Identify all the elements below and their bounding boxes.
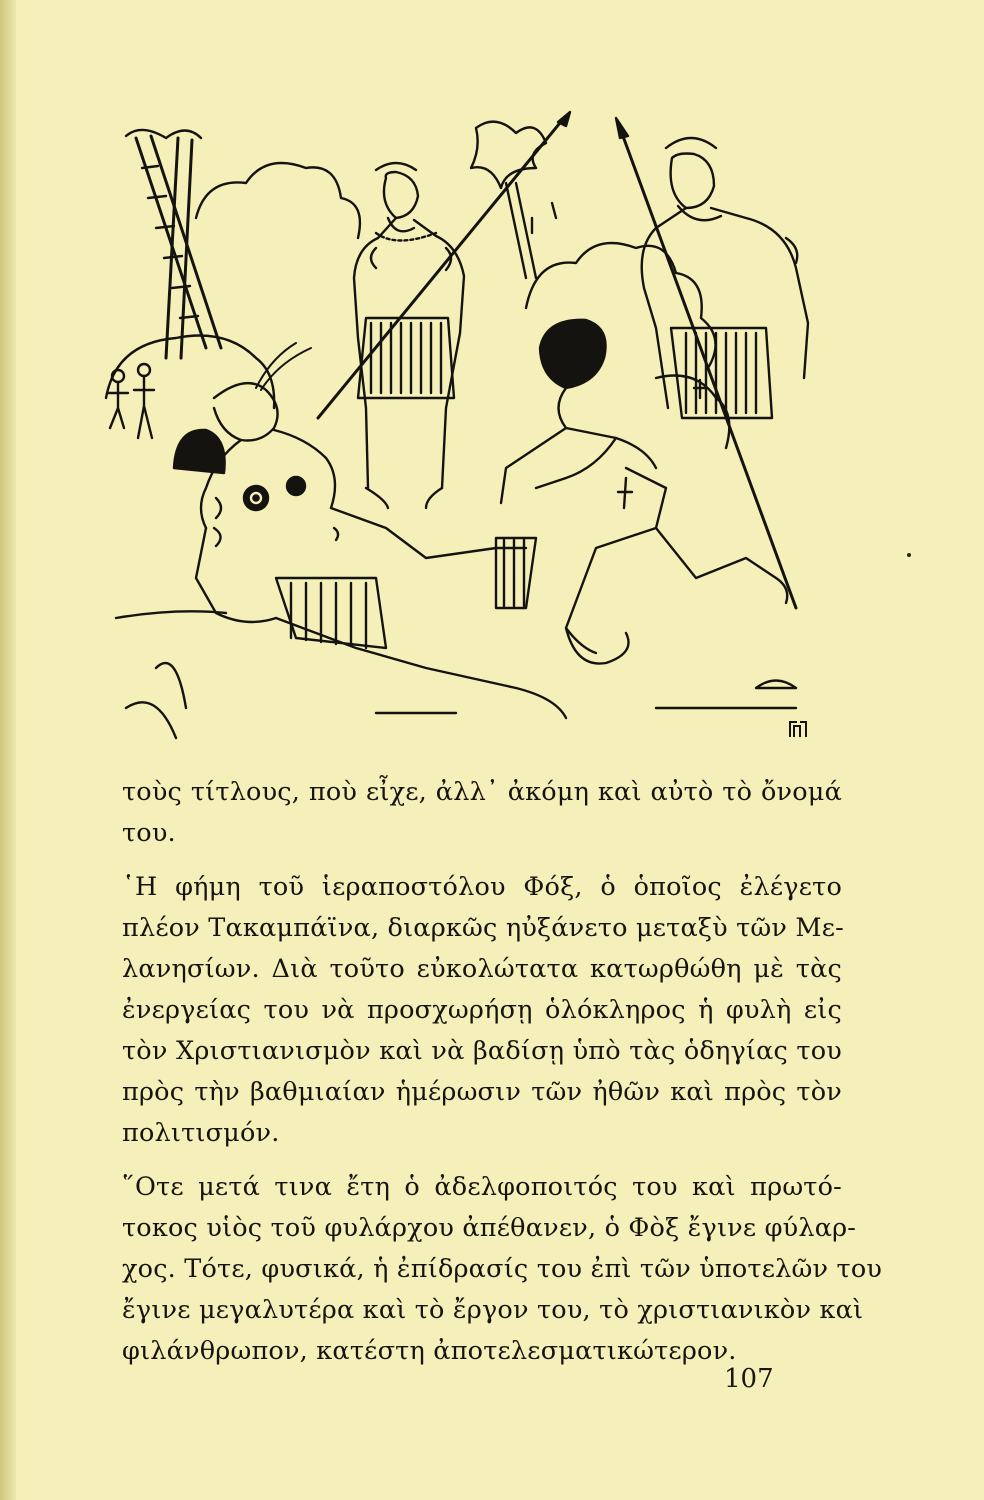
reclining-injured-warrior — [126, 343, 566, 738]
text-line: τοκος υἱὸς τοῦ φυλάρχου ἀπέθανεν, ὁ Φὸξ ἔγινε φύλαρ- — [122, 1213, 857, 1243]
paragraph — [122, 867, 842, 1154]
text-line: πρὸς τὴν βαθμιαίαν ἡμέρωσιν τῶν ἠθῶν καὶ πρὸς τὸν — [122, 1077, 842, 1107]
text-line: του. — [122, 818, 176, 848]
ink-speck — [907, 553, 911, 557]
artist-monogram — [788, 720, 808, 738]
page-number: 107 — [724, 1364, 774, 1394]
text-line: λανησίων. Διὰ τοῦτο εὐκολώτατα κατωρθώθη μὲ τὰς — [122, 954, 842, 984]
text-line: ῞Οτε μετά τινα ἔτη ὁ ἀδελφοποιτός του καὶ πρωτό- — [122, 1172, 842, 1202]
ground-line — [116, 611, 796, 713]
text-line: τοὺς τίτλους, ποὺ εἶχε, ἀλλ᾿ ἀκόμη καὶ αὐτὸ τὸ ὄνομά — [122, 777, 842, 807]
kneeling-missionary — [501, 320, 787, 664]
text-line: πλέον Τακαμπάϊνα, διαρκῶς ηὐξάνετο μεταξὺ τῶν Με- — [122, 913, 844, 943]
paragraph — [122, 772, 842, 854]
text-line: ῾Η φήμη τοῦ ἱεραποστόλου Φόξ, ὁ ὁποῖος ἐλέγετο — [122, 872, 842, 902]
page-binding-shadow — [0, 0, 16, 1500]
text-line: πολιτισμόν. — [122, 1118, 280, 1148]
text-line: φιλάνθρωπον, κατέστη ἀποτελεσματικώτερον. — [122, 1336, 737, 1366]
body-text — [122, 772, 883, 1372]
distant-villagers — [108, 364, 225, 473]
text-line: τὸν Χριστιανισμὸν καὶ νὰ βαδίσῃ ὑπὸ τὰς ὁδηγίας του — [122, 1036, 842, 1066]
ink-illustration — [96, 108, 836, 758]
text-line: χος. Τότε, φυσικά, ἡ ἐπίδρασίς του ἐπὶ τῶν ὑποτελῶν του — [122, 1254, 883, 1284]
standing-warrior-center — [318, 112, 570, 508]
paragraph — [122, 1167, 883, 1372]
text-line: ἐνεργείας του νὰ προσχωρήσῃ ὁλόκληρος ἡ φυλὴ εἰς — [122, 995, 842, 1025]
text-line: ἔγινε μεγαλυτέρα καὶ τὸ ἔργον του, τὸ χριστιανικὸν καὶ — [122, 1295, 864, 1325]
palm-trees — [126, 130, 221, 358]
